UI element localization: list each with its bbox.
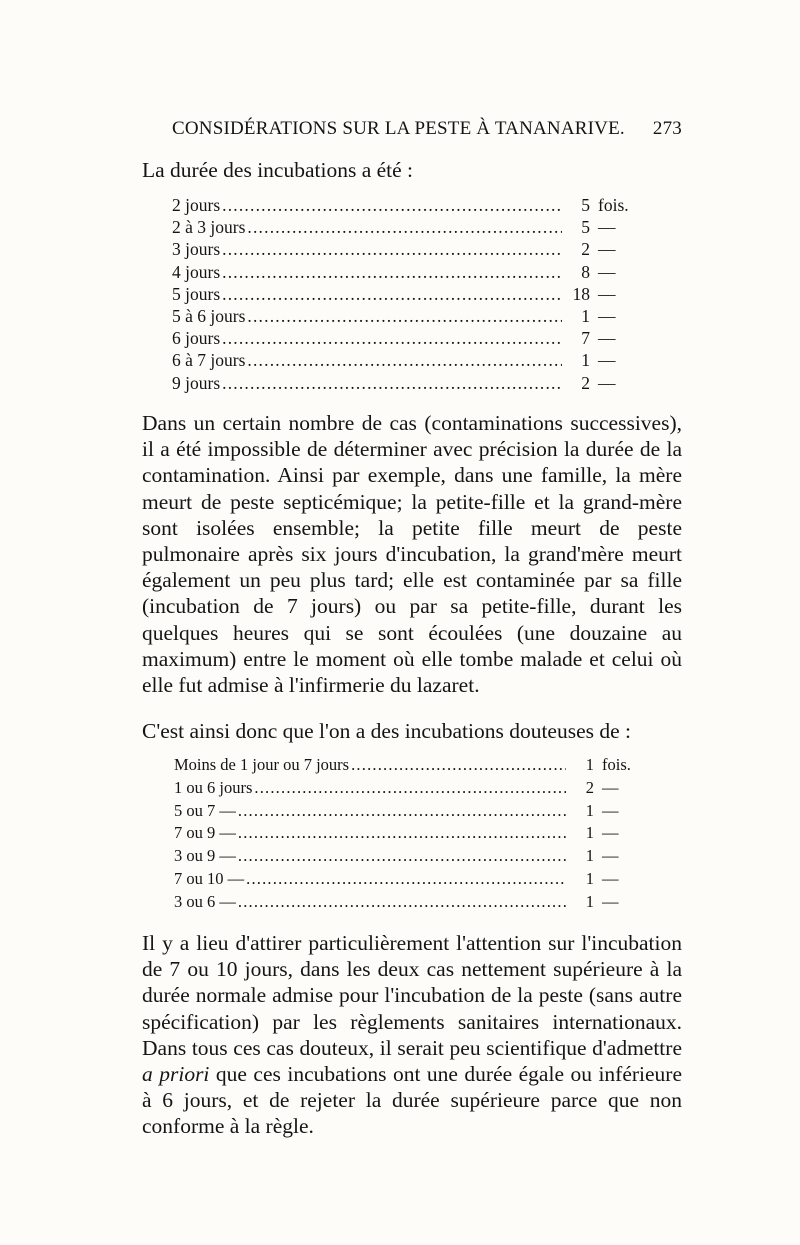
conclusion-text-start: Il y a lieu d'attirer particulièrement l'attention sur l'incubation de 7 ou 10 jours, dans les deux cas nettement supérieure à la durée normale admise pour l'incubation de la peste (sans autre spécification) par les règlements sanitaires internationaux. Dans tous ces cas douteux, il serait peu scientifique d'admettre (142, 931, 682, 1060)
row-unit: — (602, 823, 619, 843)
conclusion-italic: a priori (142, 1062, 210, 1087)
row-count: 5 (581, 195, 590, 215)
leader-dots (247, 349, 562, 371)
row-label: 7 ou 9 — (174, 823, 236, 843)
incubation-table (172, 194, 642, 394)
intro-incubations: La durée des incubations a été : (142, 158, 414, 182)
conclusion-text-end: que ces incubations ont une durée égale ou inférieure à 6 jours, et de rejeter la durée supérieure parce que non conforme à la règle. (142, 1062, 683, 1139)
row-label: 2 à 3 jours (172, 217, 246, 238)
row-unit: — (598, 372, 616, 393)
leader-dots (238, 822, 566, 844)
leader-dots (222, 283, 562, 305)
leader-dots (246, 868, 566, 890)
row-label: 4 jours (172, 261, 221, 282)
doubtful-row (174, 845, 646, 868)
row-count: 1 (585, 868, 594, 888)
row-unit: fois. (598, 195, 629, 215)
running-header (172, 118, 682, 140)
leader-dots (222, 194, 562, 216)
row-unit: — (602, 800, 619, 820)
doubtful-row (174, 800, 646, 823)
row-label: 3 jours (172, 239, 221, 260)
row-unit: — (598, 328, 616, 349)
row-unit: — (598, 350, 616, 371)
page-number: 273 (652, 118, 682, 139)
row-unit: — (598, 217, 616, 238)
leader-dots (222, 261, 562, 283)
row-count: 1 (585, 846, 594, 866)
row-count: 1 (581, 350, 590, 371)
row-label: 5 ou 7 — (174, 800, 236, 820)
incubation-row (172, 305, 642, 327)
row-label: Moins de 1 jour ou 7 jours (174, 755, 350, 774)
doubtful-incubation-table (174, 754, 646, 914)
row-label: 2 jours (172, 195, 221, 215)
row-count: 18 (572, 283, 590, 304)
leader-dots (238, 891, 566, 913)
row-label: 3 ou 6 — (174, 891, 236, 911)
paragraph-contaminations: Dans un certain nombre de cas (contaminations successives), il a été impossible de déterminer avec précision la durée de la contamination. Ainsi par exemple, dans une famille, la mère meurt de peste septicémique; la petite-fille et la grand-mère sont isolées ensemble; la petite fille meurt de peste pulmonaire après six jours d'incubation, la grand'mère meurt également un peu plus tard; elle est contaminée par sa fille (incubation de 7 jours) ou par sa petite-fille, durant les quelques heures qui se sont écoulées (une douzaine au maximum) entre le moment où elle tombe malade et celui où elle fut admise à l'infirmerie du lazaret. (142, 411, 682, 698)
row-label: 5 jours (172, 283, 221, 304)
leader-dots (247, 305, 562, 327)
row-count: 2 (585, 777, 594, 797)
incubation-row (172, 238, 642, 260)
doubtful-row (174, 868, 646, 891)
row-unit: — (602, 846, 619, 866)
doubtful-row (174, 754, 646, 777)
row-unit: — (598, 283, 616, 304)
row-unit: — (598, 261, 616, 282)
leader-dots (222, 238, 562, 260)
leader-dots (351, 754, 566, 776)
intro-doubtful: C'est ainsi donc que l'on a des incubations douteuses de : (142, 719, 632, 743)
row-count: 7 (581, 328, 590, 349)
row-label: 9 jours (172, 372, 221, 393)
incubation-row (172, 283, 642, 305)
doubtful-row (174, 777, 646, 800)
leader-dots (238, 845, 566, 867)
row-label: 5 à 6 jours (172, 305, 246, 326)
running-title: CONSIDÉRATIONS SUR LA PESTE À TANANARIVE. (172, 118, 625, 139)
doubtful-row (174, 891, 646, 914)
row-count: 1 (585, 823, 594, 843)
incubation-row (172, 372, 642, 394)
row-unit: — (602, 868, 619, 888)
row-count: 1 (585, 800, 594, 820)
row-count: 1 (585, 755, 594, 774)
row-label: 6 à 7 jours (172, 350, 246, 371)
row-count: 2 (581, 372, 590, 393)
row-count: 1 (581, 305, 590, 326)
row-label: 3 ou 9 — (174, 846, 236, 866)
incubation-row (172, 349, 642, 371)
doubtful-row (174, 822, 646, 845)
row-unit: — (602, 891, 619, 911)
incubation-row (172, 194, 642, 216)
leader-dots (238, 800, 566, 822)
row-count: 5 (581, 217, 590, 238)
incubation-row (172, 216, 642, 238)
row-label: 7 ou 10 — (174, 868, 245, 888)
row-label: 1 ou 6 jours (174, 777, 253, 797)
row-count: 1 (585, 891, 594, 911)
leader-dots (247, 216, 562, 238)
paragraph-conclusion (142, 930, 682, 1140)
leader-dots (222, 327, 562, 349)
row-unit: fois. (602, 755, 631, 774)
row-count: 2 (581, 239, 590, 260)
incubation-row (172, 327, 642, 349)
row-unit: — (598, 239, 616, 260)
row-unit: — (602, 777, 619, 797)
leader-dots (222, 372, 562, 394)
leader-dots (254, 777, 566, 799)
row-unit: — (598, 305, 616, 326)
row-count: 8 (581, 261, 590, 282)
incubation-row (172, 261, 642, 283)
row-label: 6 jours (172, 328, 221, 349)
